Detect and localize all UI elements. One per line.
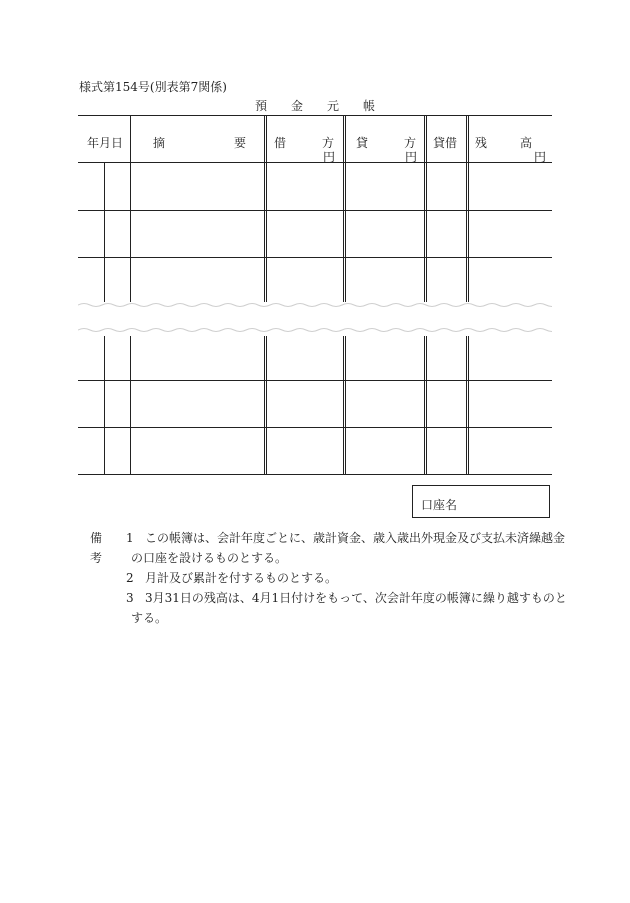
note-number: 3 [126,591,134,605]
header-debit-credit: 貸借 [433,136,458,150]
ledger-title [255,97,399,114]
header-bottom-border [78,162,552,163]
account-name-box [412,485,550,518]
row-line [78,380,552,381]
break-wave-lines [78,302,552,336]
header-credit-right: 方 [404,136,417,150]
column-line [468,115,469,474]
column-line [426,115,427,474]
note-text: この帳簿は、会計年度ごとに、歳計資金、歳入歳出外現金及び支払未済繰越金 [145,531,566,545]
note-text: 月計及び累計を付するものとする。 [145,571,338,585]
title-char-1: 預 [255,99,268,113]
header-credit-left: 貸 [356,136,369,150]
title-char-2: 金 [291,99,304,113]
header-debit-right: 方 [322,136,335,150]
table-top-border [78,115,552,116]
title-char-4: 帳 [363,99,376,113]
column-line [343,115,344,474]
note-number: 2 [126,571,134,585]
header-summary-left: 摘 [153,136,166,150]
note-text: 3月31日の残高は、4月1日付けをもって、次会計年度の帳簿に繰り越すものと [145,591,567,605]
note-text-continued: する。 [131,611,168,625]
header-date: 年月日 [87,136,124,150]
column-line [345,115,346,474]
note-number: 1 [126,531,134,545]
header-credit-yen: 円 [405,150,418,164]
table-break [78,302,552,336]
notes-heading: 備考 [90,531,103,565]
note-text-continued: の口座を設けるものとする。 [131,551,288,565]
column-line [130,115,131,474]
column-line [466,115,467,474]
title-char-3: 元 [327,99,340,113]
header-debit-yen: 円 [323,150,336,164]
row-line [78,257,552,258]
header-balance-left: 残 [475,136,488,150]
header-debit-left: 借 [274,136,287,150]
header-balance-yen: 円 [534,150,547,164]
row-line [78,210,552,211]
row-line [78,427,552,428]
form-number: 様式第154号(別表第7関係) [79,80,227,94]
column-line [264,115,265,474]
column-line [424,115,425,474]
header-balance-right: 高 [520,136,533,150]
header-summary-right: 要 [234,136,247,150]
table-bottom-border [78,474,552,475]
account-name-label: 口座名 [421,498,458,512]
column-line [266,115,267,474]
